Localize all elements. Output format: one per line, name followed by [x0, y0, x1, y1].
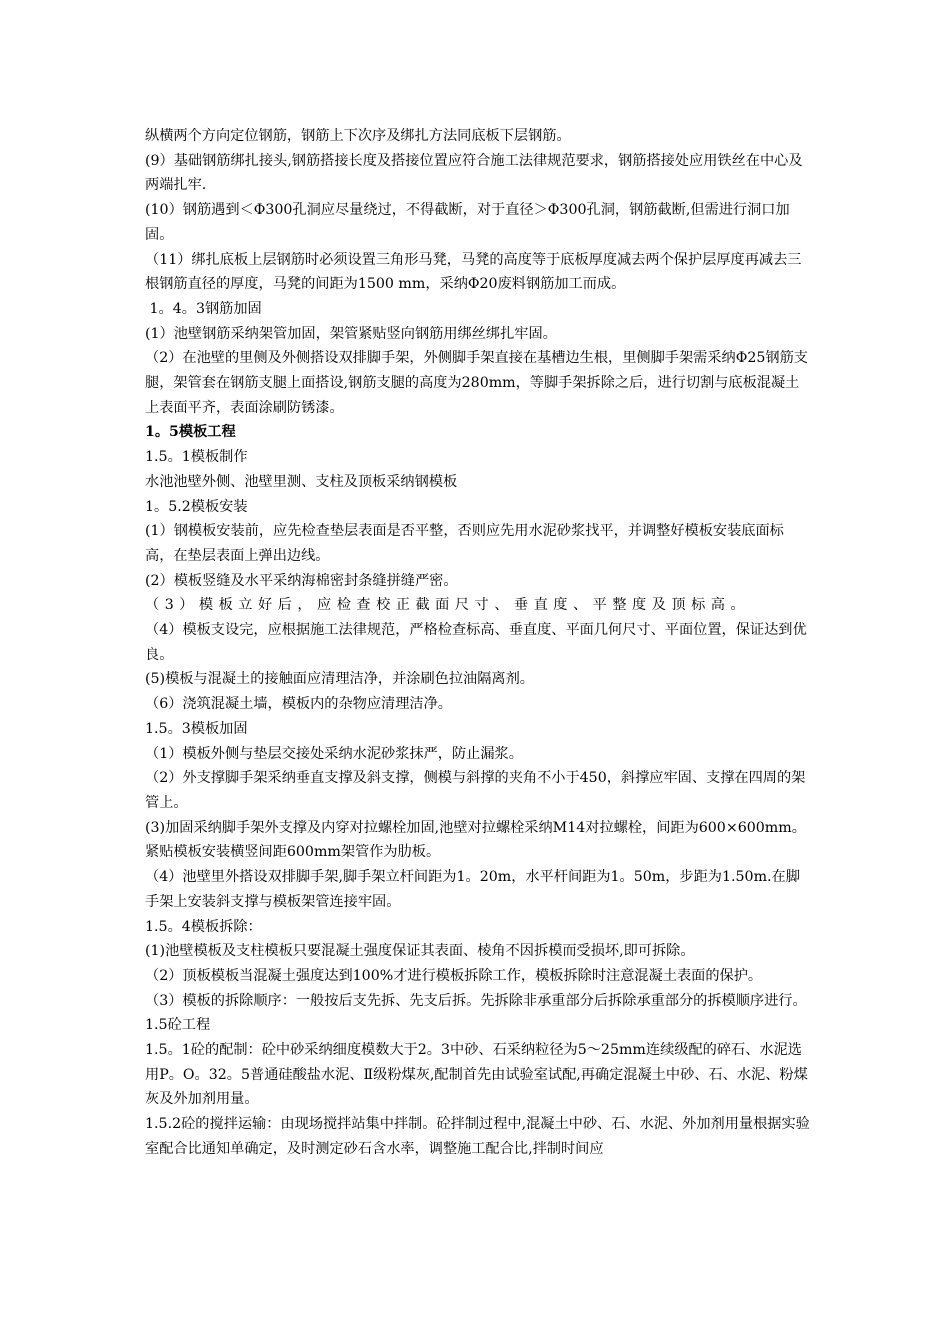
- subsection-heading: 1。4。3钢筋加固: [145, 300, 262, 317]
- subsection-heading: 1.5。3模板加固: [145, 720, 248, 737]
- paragraph: （1）模板外侧与垫层交接处采纳水泥砂浆抹严，防止漏浆。: [145, 745, 523, 762]
- document-page: [145, 124, 810, 1162]
- paragraph: （11）绑扎底板上层钢筋时必须设置三角形马凳，马凳的高度等于底板厚度减去两个保护层厚度再减去三根钢筋直径的厚度，马凳的间距为1500 mm，采纳Φ20废料钢筋加工而成。: [145, 251, 802, 293]
- paragraph: （2）外支撑脚手架采纳垂直支撑及斜支撑，侧模与斜撑的夹角不小于450，斜撑应牢固、支撑在四周的架管上。: [145, 770, 806, 811]
- paragraph: 1.5。1砼的配制：砼中砂采纳细度模数大于2。3中砂、石采纳粒径为5～25mm连续级配的碎石、水泥选用P。O。32。5普通硅酸盐水泥、Ⅱ级粉煤灰,配制首先由试验室试配,再确定混凝土中砂、石、水泥、粉煤灰及外加剂用量。: [145, 1042, 808, 1108]
- paragraph: （3）模板的拆除顺序：一般按后支先拆、先支后拆。先拆除非承重部分后拆除承重部分的拆模顺序进行。: [145, 992, 807, 1009]
- paragraph: （2）顶板模板当混凝土强度达到100%才进行模板拆除工作，模板拆除时注意混凝土表面的保护。: [145, 967, 763, 984]
- paragraph: (1）池壁钢筋采纳架管加固，架管紧贴竖向钢筋用绑丝绑扎牢固。: [145, 325, 557, 342]
- paragraph: （4）模板支设完，应根据施工法律规范，严格检查标高、垂直度、平面几何尺寸、平面位置，保证达到优良。: [145, 622, 807, 663]
- paragraph: 纵横两个方向定位钢筋，钢筋上下次序及绑扎方法同底板下层钢筋。: [145, 128, 571, 144]
- paragraph: (3)加固采纳脚手架外支撑及内穿对拉螺栓加固,池壁对拉螺栓采纳M14对拉螺栓，间距为600×600mm。紧贴模板安装横竖间距600mm架管作为肋板。: [145, 819, 806, 861]
- subsection-heading: 1.5。4模板拆除：: [145, 918, 262, 935]
- paragraph: （3）模板立好后，应检查校正截面尺寸、垂直度、平整度及顶标高。: [145, 597, 751, 614]
- paragraph: 1.5.2砼的搅拌运输：由现场搅拌站集中拌制。砼拌制过程中,混凝土中砂、石、水泥、外加剂用量根据实验室配合比通知单确定，及时测定砂石含水率，调整施工配合比,拌制时间应: [145, 1116, 810, 1157]
- paragraph: 水池池壁外侧、池壁里测、支柱及顶板采纳钢模板: [145, 473, 458, 490]
- paragraph: (2）模板竖缝及水平采纳海棉密封条缝拼缝严密。: [145, 572, 458, 589]
- paragraph: (1)池壁模板及支柱模板只要混凝土强度保证其表面、棱角不因拆模而受损坏,即可拆除。: [145, 943, 695, 960]
- paragraph: (5)模板与混凝土的接触面应清理洁净，并涂刷色拉油隔离剂。: [145, 671, 534, 688]
- paragraph: （2）在池壁的里侧及外侧搭设双排脚手架，外侧脚手架直接在基槽边生根，里侧脚手架需采纳Φ25钢筋支腿，架管套在钢筋支腿上面搭设,钢筋支腿的高度为280mm，等脚手架拆除之后，进行切割与底板混凝土上表面平齐，表面涂刷防锈漆。: [145, 350, 808, 416]
- subsection-heading: 1。5.2模板安装: [145, 498, 248, 515]
- paragraph: （6）浇筑混凝土墙，模板内的杂物应清理洁净。: [145, 696, 452, 713]
- paragraph: (9）基础钢筋绑扎接头,钢筋搭接长度及搭接位置应符合施工法律规范要求，钢筋搭接处应用铁丝在中心及两端扎牢.: [145, 152, 803, 194]
- paragraph: (10）钢筋遇到＜Φ300孔洞应尽量绕过，不得截断，对于直径＞Φ300孔洞，钢筋截断,但需进行洞口加固。: [145, 202, 790, 243]
- subsection-heading: 1.5。1模板制作: [145, 449, 248, 466]
- section-heading: 1.5砼工程: [145, 1017, 211, 1034]
- section-heading: 1。5模板工程: [145, 424, 236, 441]
- paragraph: (1）钢模板安装前，应先检查垫层表面是否平整，否则应先用水泥砂浆找平，并调整好模板安装底面标高，在垫层表面上弹出边线。: [145, 523, 784, 564]
- paragraph: （4）池壁里外搭设双排脚手架,脚手架立杆间距为1。20m，水平杆间距为1。50m，步距为1.50m.在脚手架上安装斜支撑与模板架管连接牢固。: [145, 869, 800, 910]
